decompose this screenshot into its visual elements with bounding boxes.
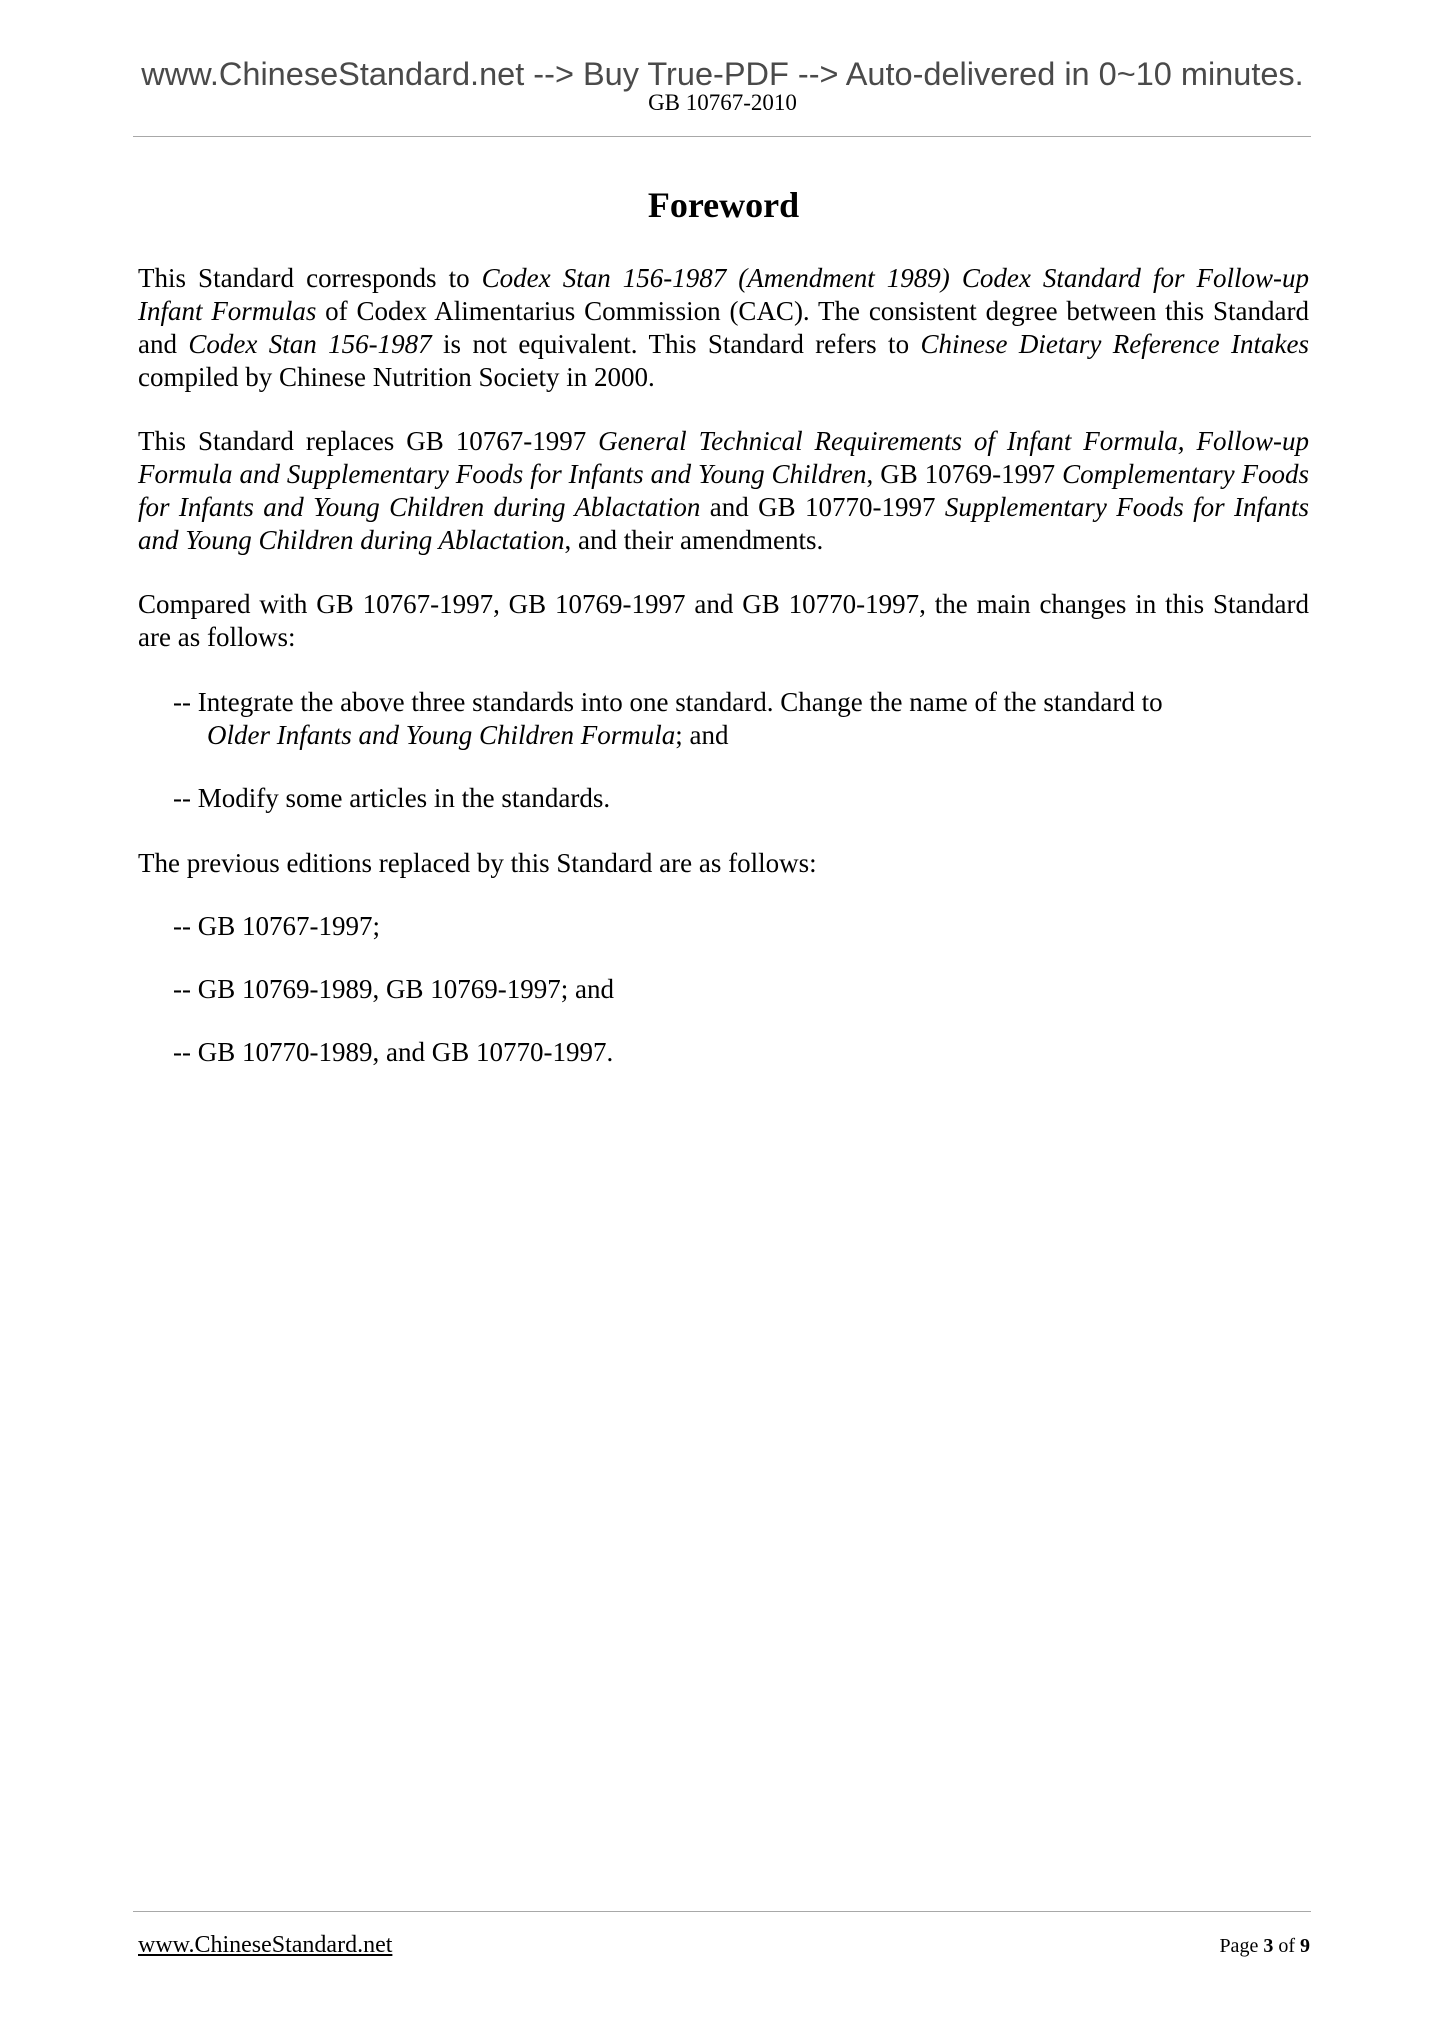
p2-standard-title-1: General Technical Requirements of Infant Formula, Follow-up Formula and Supplementary Foods for Infants and Young Children (138, 426, 1309, 489)
p1-codex-title: Codex Stan 156-1987 (Amendment 1989) Codex Standard for Follow-up Infant Formulas (138, 263, 1309, 326)
footer-divider (133, 1911, 1311, 1912)
p2-text-2: , GB 10769-1997 (866, 459, 1063, 489)
p2-text-4: , and their amendments. (564, 525, 824, 555)
page-total: 9 (1300, 1935, 1310, 1957)
list-item-change: -- Modify some articles in the standards. (173, 783, 611, 813)
page-of: of (1278, 1935, 1295, 1957)
p1-text-2: of Codex Alimentarius Commission (CAC). The consistent degree between this Standard and (138, 296, 1309, 359)
p2-text-3: and GB 10770-1997 (700, 492, 945, 522)
footer-website-link[interactable]: www.ChineseStandard.net (138, 1932, 393, 1958)
document-code: GB 10767-2010 (648, 90, 797, 115)
paragraph-correspondence (138, 262, 1309, 394)
change-1-continuation (173, 719, 1309, 752)
paragraph-changes-intro: Compared with GB 10767-1997, GB 10769-1997 and GB 10770-1997, the main changes in this Standard are as follows: (138, 589, 1309, 652)
page-number (1219, 1936, 1310, 1956)
page-label: Page (1219, 1935, 1259, 1957)
page-current: 3 (1263, 1935, 1274, 1957)
list-item-edition: -- GB 10767-1997; (173, 911, 380, 941)
p1-text-1: This Standard corresponds to (138, 263, 482, 293)
p1-codex-ref: Codex Stan 156-1987 (188, 329, 432, 359)
header-divider (133, 136, 1311, 137)
p2-text-1: This Standard replaces GB 10767-1997 (138, 426, 599, 456)
paragraph-replaces (138, 425, 1309, 557)
p2-standard-title-2: Complementary Foods for Infants and Young Children during Ablactation (138, 459, 1310, 522)
p2-standard-title-3: Supplementary Foods for Infants and Young Children during Ablactation (138, 492, 1309, 555)
list-item-edition: -- GB 10770-1989, and GB 10770-1997. (173, 1037, 614, 1067)
list-item-edition: -- GB 10769-1989, GB 10769-1997; and (173, 974, 614, 1004)
change-1-text: -- Integrate the above three standards into one standard. Change the name of the standard to (173, 687, 1163, 717)
change-1-tail: ; and (675, 720, 729, 750)
p1-dri-title: Chinese Dietary Reference Intakes (920, 329, 1309, 359)
p1-text-3: is not equivalent. This Standard refers to (431, 329, 921, 359)
paragraph-previous-editions: The previous editions replaced by this Standard are as follows: (138, 848, 817, 878)
change-1-new-name: Older Infants and Young Children Formula (207, 720, 676, 750)
p1-text-4: compiled by Chinese Nutrition Society in 2000. (138, 362, 655, 392)
list-item-change (173, 686, 1309, 752)
site-banner: www.ChineseStandard.net --> Buy True-PDF --> Auto-delivered in 0~10 minutes. (141, 56, 1304, 92)
page-title: Foreword (647, 185, 800, 225)
